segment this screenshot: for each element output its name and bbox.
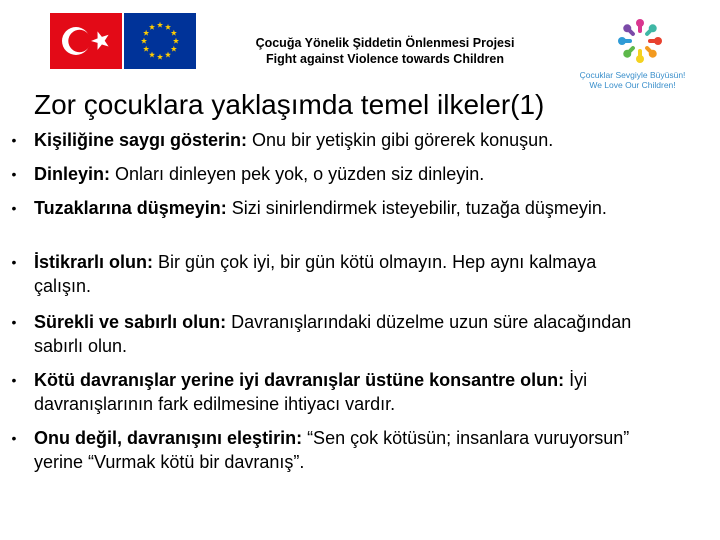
turkey-flag-icon — [50, 13, 122, 69]
project-header — [220, 35, 550, 67]
list-item-text — [34, 426, 654, 474]
list-item-text — [34, 250, 654, 298]
list-item-text — [34, 196, 654, 220]
list-item-heading: İstikrarlı olun: — [34, 252, 154, 272]
list-item-text — [34, 162, 654, 186]
project-title-en: Fight against Violence towards Children — [265, 52, 504, 66]
bullet-icon: • — [11, 200, 17, 216]
slide-title: Zor çocuklara yaklaşımda temel ilkeler(1) — [34, 89, 545, 120]
logo-tagline — [560, 70, 705, 90]
tagline-tr: Çocuklar Sevgiyle Büyüsün! — [579, 70, 686, 80]
list-item-heading: Tuzaklarına düşmeyin: — [34, 198, 227, 218]
bullet-icon: • — [11, 372, 17, 388]
bullet-icon: • — [11, 166, 17, 182]
list-item-body: Onları dinleyen pek yok, o yüzden siz dinleyin. — [110, 164, 485, 184]
list-item-heading: Sürekli ve sabırlı olun: — [34, 312, 227, 332]
flags-header — [50, 13, 196, 69]
list-item-text — [34, 128, 654, 152]
list-item-body: Davranışlarındaki düzelme uzun süre alacağından sabırlı olun. — [34, 312, 632, 356]
child-figure-body-icon — [647, 48, 653, 54]
list-item-body: Bir gün çok iyi, bir gün kötü olmayın. Hep aynı kalmaya çalışın. — [34, 252, 597, 296]
list-item-body: İyi davranışlarının fark edilmesine ihtiyacı vardır. — [34, 370, 588, 414]
bullet-icon: • — [11, 132, 17, 148]
list-item-heading: Kötü davranışlar yerine iyi davranışlar üstüne konsantre olun: — [34, 370, 565, 390]
list-item-text — [34, 368, 654, 416]
bullet-icon: • — [11, 314, 17, 330]
bullet-icon: • — [11, 254, 17, 270]
child-figure-body-icon — [627, 28, 633, 34]
tagline-en: We Love Our Children! — [589, 80, 676, 90]
eu-flag-icon — [124, 13, 196, 69]
project-title-tr: Çocuğa Yönelik Şiddetin Önlenmesi Projesi — [255, 36, 515, 50]
child-figure-body-icon — [627, 48, 633, 54]
list-item-body: Sizi sinirlendirmek isteyebilir, tuzağa düşmeyin. — [226, 198, 607, 218]
list-item-heading: Kişiliğine saygı gösterin: — [34, 130, 248, 150]
bullet-icon: • — [11, 430, 17, 446]
list-item-heading: Dinleyin: — [34, 164, 111, 184]
list-item-body: Onu bir yetişkin gibi görerek konuşun. — [247, 130, 554, 150]
list-item-text — [34, 310, 654, 358]
list-item-body: “Sen çok kötüsün; insanlara vuruyorsun” yerine “Vurmak kötü bir davranış”. — [34, 428, 630, 472]
children-circle-logo-icon — [610, 14, 670, 68]
list-item-heading: Onu değil, davranışını eleştirin: — [34, 428, 303, 448]
child-figure-body-icon — [647, 28, 653, 34]
